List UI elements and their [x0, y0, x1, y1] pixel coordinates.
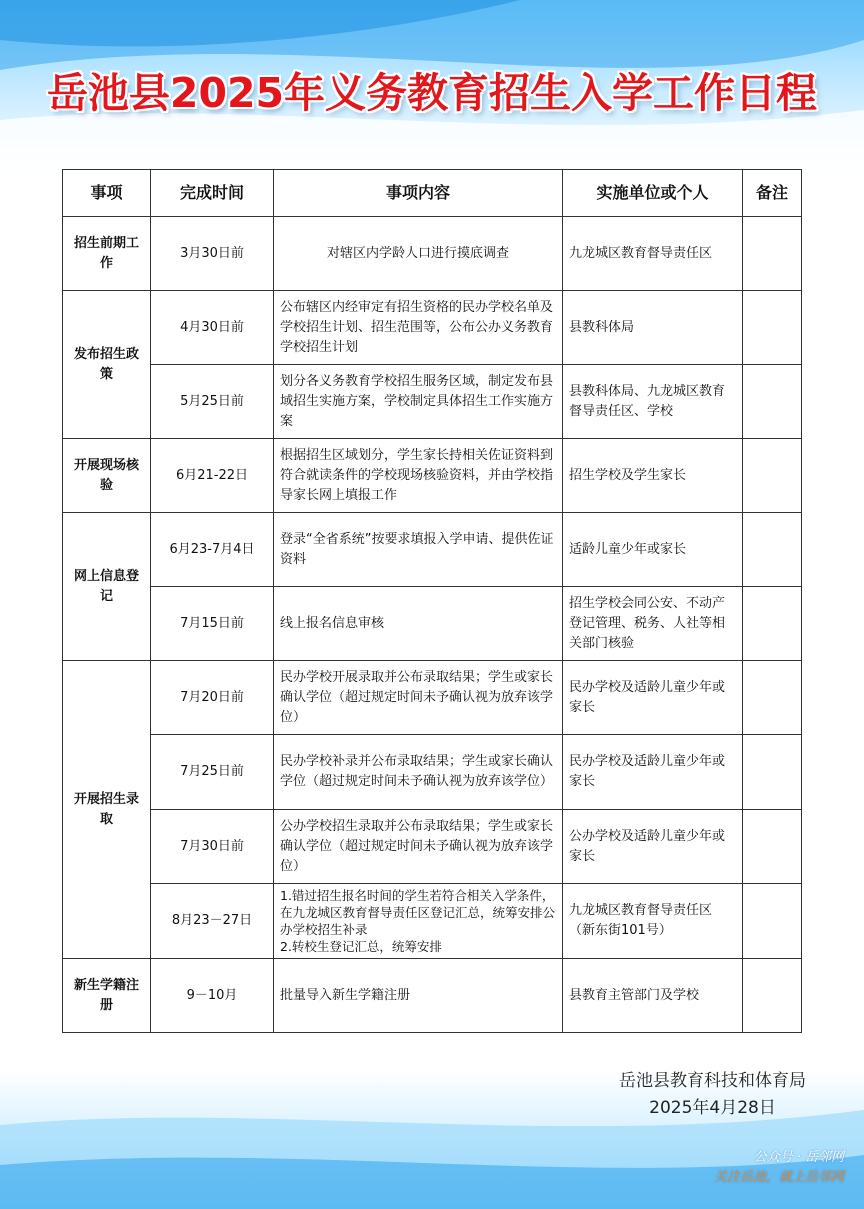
- content-cell: 公布辖区内经审定有招生资格的民办学校名单及学校招生计划、招生范围等，公布公办义务教育学校招生计划: [274, 291, 563, 365]
- remarks-cell: [743, 587, 802, 661]
- content-cell: 线上报名信息审核: [274, 587, 563, 661]
- content-cell: 登录“全省系统”按要求填报入学申请、提供佐证资料: [274, 513, 563, 587]
- responsible-cell: 招生学校及学生家长: [563, 439, 743, 513]
- remarks-cell: [743, 735, 802, 810]
- header-content: 事项内容: [274, 170, 563, 217]
- remarks-cell: [743, 439, 802, 513]
- watermark: [714, 1148, 844, 1188]
- content-cell: 划分各义务教育学校招生服务区域，制定发布县域招生实施方案，学校制定具体招生工作实施方案: [274, 365, 563, 439]
- schedule-table: [62, 169, 802, 1033]
- deadline-cell: 3月30日前: [151, 217, 274, 291]
- deadline-cell: 7月25日前: [151, 735, 274, 810]
- remarks-cell: [743, 513, 802, 587]
- deadline-cell: 7月15日前: [151, 587, 274, 661]
- deadline-cell: 5月25日前: [151, 365, 274, 439]
- header-responsible: 实施单位或个人: [563, 170, 743, 217]
- issue-date: 2025年4月28日: [649, 1098, 776, 1118]
- remarks-cell: [743, 217, 802, 291]
- category-cell: 开展现场核验: [63, 439, 151, 513]
- responsible-cell: 县教科体局: [563, 291, 743, 365]
- deadline-cell: 6月21-22日: [151, 439, 274, 513]
- remarks-cell: [743, 810, 802, 884]
- watermark-line-2: 关注岳池，就上岳邻网: [713, 1170, 844, 1185]
- table-row: [63, 661, 802, 735]
- table-row: [63, 735, 802, 810]
- responsible-cell: 九龙城区教育督导责任区（新东街101号）: [563, 884, 743, 959]
- remarks-cell: [743, 959, 802, 1033]
- page-title: 岳池县2025年义务教育招生入学工作日程: [46, 69, 818, 117]
- deadline-cell: 7月20日前: [151, 661, 274, 735]
- table-row: [63, 810, 802, 884]
- content-cell: 根据招生区域划分，学生家长持相关佐证资料到符合就读条件的学校现场核验资料，并由学校指导家长网上填报工作: [274, 439, 563, 513]
- table-header-row: [63, 170, 802, 217]
- watermark-line-1: 公众号 · 岳邻网: [753, 1150, 844, 1165]
- remarks-cell: [743, 884, 802, 959]
- responsible-cell: 县教科体局、九龙城区教育督导责任区、学校: [563, 365, 743, 439]
- responsible-cell: 招生学校会同公安、不动产登记管理、税务、人社等相关部门核验: [563, 587, 743, 661]
- table-row: [63, 439, 802, 513]
- deadline-cell: 6月23-7月4日: [151, 513, 274, 587]
- deadline-cell: 8月23－27日: [151, 884, 274, 959]
- content-cell: 民办学校开展录取并公布录取结果；学生或家长确认学位（超过规定时间未予确认视为放弃该学位）: [274, 661, 563, 735]
- header-deadline: 完成时间: [151, 170, 274, 217]
- content-cell: 对辖区内学龄人口进行摸底调查: [274, 217, 563, 291]
- table-row: [63, 587, 802, 661]
- content-cell: 公办学校招生录取并公布录取结果；学生或家长确认学位（超过规定时间未予确认视为放弃该学位）: [274, 810, 563, 884]
- issuer-organization: 岳池县教育科技和体育局: [619, 1071, 806, 1091]
- header-remarks: 备注: [743, 170, 802, 217]
- table-row: [63, 291, 802, 365]
- table-row: [63, 959, 802, 1033]
- category-cell: 发布招生政策: [63, 291, 151, 439]
- responsible-cell: 适龄儿童少年或家长: [563, 513, 743, 587]
- content-cell: 民办学校补录并公布录取结果；学生或家长确认学位（超过规定时间未予确认视为放弃该学位）: [274, 735, 563, 810]
- remarks-cell: [743, 661, 802, 735]
- table-row: [63, 365, 802, 439]
- category-cell: 开展招生录取: [63, 661, 151, 959]
- table-row: [63, 513, 802, 587]
- content-cell: 1.错过招生报名时间的学生若符合相关入学条件，在九龙城区教育督导责任区登记汇总，统筹安排公办学校招生补录 2.转校生登记汇总，统筹安排: [274, 884, 563, 959]
- deadline-cell: 9－10月: [151, 959, 274, 1033]
- content-cell: 批量导入新生学籍注册: [274, 959, 563, 1033]
- responsible-cell: 民办学校及适龄儿童少年或家长: [563, 735, 743, 810]
- responsible-cell: 公办学校及适龄儿童少年或家长: [563, 810, 743, 884]
- table-row: [63, 217, 802, 291]
- remarks-cell: [743, 365, 802, 439]
- responsible-cell: 九龙城区教育督导责任区: [563, 217, 743, 291]
- deadline-cell: 4月30日前: [151, 291, 274, 365]
- issuer-signature: [619, 1068, 806, 1122]
- deadline-cell: 7月30日前: [151, 810, 274, 884]
- responsible-cell: 民办学校及适龄儿童少年或家长: [563, 661, 743, 735]
- category-cell: 招生前期工作: [63, 217, 151, 291]
- category-cell: 网上信息登记: [63, 513, 151, 661]
- header-item: 事项: [63, 170, 151, 217]
- table-row: [63, 884, 802, 959]
- category-cell: 新生学籍注册: [63, 959, 151, 1033]
- remarks-cell: [743, 291, 802, 365]
- responsible-cell: 县教育主管部门及学校: [563, 959, 743, 1033]
